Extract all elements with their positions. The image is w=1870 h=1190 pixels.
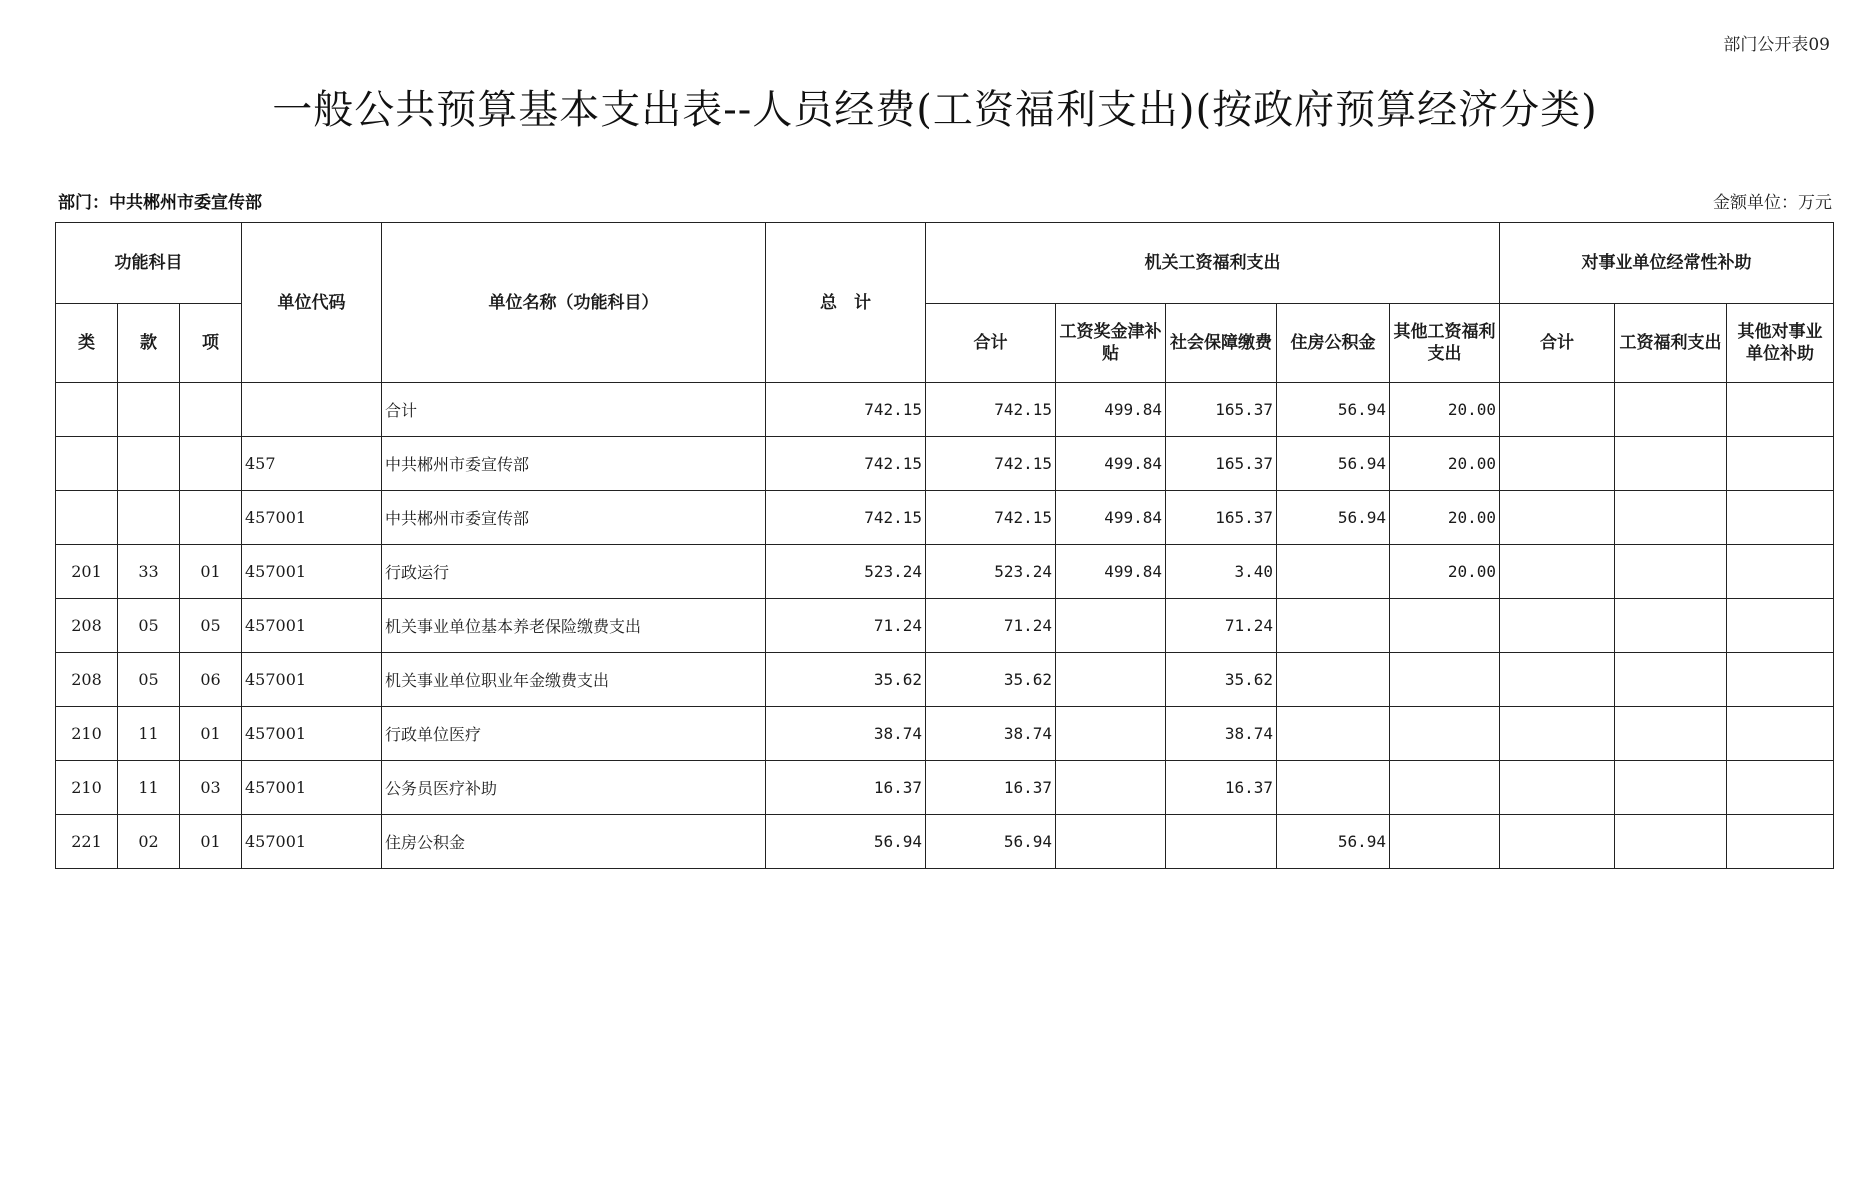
cell-org-total: 523.24	[926, 545, 1056, 599]
cell-xiang	[180, 383, 242, 437]
cell-xiang: 01	[180, 545, 242, 599]
cell-org-housing	[1277, 653, 1390, 707]
cell-unit-name: 行政运行	[382, 545, 766, 599]
cell-kuan: 33	[118, 545, 180, 599]
cell-inst-salary	[1615, 491, 1727, 545]
cell-kuan: 05	[118, 599, 180, 653]
cell-inst-total	[1500, 761, 1615, 815]
cell-org-total: 71.24	[926, 599, 1056, 653]
cell-kuan	[118, 491, 180, 545]
cell-org-total: 742.15	[926, 437, 1056, 491]
cell-org-housing	[1277, 707, 1390, 761]
table-row	[56, 815, 1834, 869]
cell-cat: 201	[56, 545, 118, 599]
cell-inst-other	[1727, 383, 1834, 437]
cell-total: 56.94	[766, 815, 926, 869]
cell-inst-total	[1500, 815, 1615, 869]
cell-org-housing	[1277, 761, 1390, 815]
header-unit-code: 单位代码	[242, 223, 382, 383]
cell-org-salary	[1056, 761, 1166, 815]
header-org-housing: 住房公积金	[1277, 304, 1390, 383]
cell-org-social: 165.37	[1166, 437, 1277, 491]
cell-inst-total	[1500, 653, 1615, 707]
cell-org-other	[1390, 815, 1500, 869]
cell-org-salary	[1056, 815, 1166, 869]
header-unit-name: 单位名称（功能科目）	[382, 223, 766, 383]
cell-unit-code: 457001	[242, 815, 382, 869]
header-inst-group: 对事业单位经常性补助	[1500, 223, 1834, 304]
cell-org-salary	[1056, 599, 1166, 653]
cell-org-social: 38.74	[1166, 707, 1277, 761]
header-org-total: 合计	[926, 304, 1056, 383]
cell-unit-name: 住房公积金	[382, 815, 766, 869]
header-inst-other: 其他对事业单位补助	[1727, 304, 1834, 383]
cell-unit-name: 机关事业单位基本养老保险缴费支出	[382, 599, 766, 653]
cell-org-salary	[1056, 653, 1166, 707]
cell-unit-code: 457001	[242, 761, 382, 815]
header-func-subject: 功能科目	[56, 223, 242, 304]
cell-unit-code: 457001	[242, 545, 382, 599]
cell-inst-salary	[1615, 815, 1727, 869]
cell-inst-salary	[1615, 653, 1727, 707]
cell-org-other: 20.00	[1390, 437, 1500, 491]
currency-unit-label: 金额单位：万元	[1713, 193, 1832, 213]
header-kuan: 款	[118, 304, 180, 383]
cell-org-social: 165.37	[1166, 383, 1277, 437]
cell-kuan	[118, 437, 180, 491]
cell-total: 71.24	[766, 599, 926, 653]
cell-org-housing	[1277, 545, 1390, 599]
cell-cat: 208	[56, 599, 118, 653]
cell-unit-code: 457001	[242, 599, 382, 653]
cell-org-housing: 56.94	[1277, 437, 1390, 491]
cell-total: 523.24	[766, 545, 926, 599]
cell-org-social: 3.40	[1166, 545, 1277, 599]
table-row	[56, 545, 1834, 599]
table-body	[56, 383, 1834, 869]
cell-inst-salary	[1615, 707, 1727, 761]
table-row	[56, 653, 1834, 707]
cell-xiang: 06	[180, 653, 242, 707]
cell-org-other	[1390, 599, 1500, 653]
cell-xiang: 01	[180, 815, 242, 869]
cell-cat	[56, 383, 118, 437]
cell-unit-name: 中共郴州市委宣传部	[382, 491, 766, 545]
cell-total: 742.15	[766, 437, 926, 491]
cell-unit-name: 行政单位医疗	[382, 707, 766, 761]
table-header	[56, 223, 1834, 383]
cell-cat: 208	[56, 653, 118, 707]
header-inst-total: 合计	[1500, 304, 1615, 383]
cell-xiang: 03	[180, 761, 242, 815]
cell-org-other	[1390, 707, 1500, 761]
cell-cat	[56, 437, 118, 491]
cell-org-salary: 499.84	[1056, 491, 1166, 545]
table-row	[56, 383, 1834, 437]
cell-inst-salary	[1615, 761, 1727, 815]
cell-org-social: 35.62	[1166, 653, 1277, 707]
table-row	[56, 437, 1834, 491]
cell-org-other	[1390, 653, 1500, 707]
cell-org-housing	[1277, 599, 1390, 653]
header-org-other: 其他工资福利支出	[1390, 304, 1500, 383]
cell-cat: 221	[56, 815, 118, 869]
cell-org-salary	[1056, 707, 1166, 761]
cell-org-other: 20.00	[1390, 491, 1500, 545]
cell-inst-other	[1727, 761, 1834, 815]
cell-unit-name: 合计	[382, 383, 766, 437]
cell-inst-total	[1500, 707, 1615, 761]
cell-inst-total	[1500, 383, 1615, 437]
cell-xiang: 05	[180, 599, 242, 653]
cell-org-other	[1390, 761, 1500, 815]
form-code: 部门公开表09	[1723, 35, 1830, 55]
cell-total: 742.15	[766, 491, 926, 545]
cell-xiang	[180, 491, 242, 545]
cell-inst-salary	[1615, 437, 1727, 491]
cell-unit-code: 457001	[242, 653, 382, 707]
cell-inst-other	[1727, 491, 1834, 545]
header-org-group: 机关工资福利支出	[926, 223, 1500, 304]
cell-org-total: 56.94	[926, 815, 1056, 869]
cell-inst-total	[1500, 491, 1615, 545]
cell-inst-salary	[1615, 383, 1727, 437]
cell-org-other: 20.00	[1390, 545, 1500, 599]
cell-inst-other	[1727, 599, 1834, 653]
cell-inst-total	[1500, 437, 1615, 491]
cell-org-salary: 499.84	[1056, 437, 1166, 491]
cell-unit-code	[242, 383, 382, 437]
cell-kuan: 11	[118, 761, 180, 815]
cell-kuan: 02	[118, 815, 180, 869]
table-row	[56, 491, 1834, 545]
cell-org-housing: 56.94	[1277, 815, 1390, 869]
cell-org-social: 71.24	[1166, 599, 1277, 653]
cell-inst-other	[1727, 653, 1834, 707]
cell-inst-other	[1727, 707, 1834, 761]
header-org-salary: 工资奖金津补贴	[1056, 304, 1166, 383]
header-total: 总 计	[766, 223, 926, 383]
cell-org-total: 742.15	[926, 383, 1056, 437]
header-org-social: 社会保障缴费	[1166, 304, 1277, 383]
cell-total: 35.62	[766, 653, 926, 707]
table-row	[56, 761, 1834, 815]
cell-unit-code: 457	[242, 437, 382, 491]
cell-org-salary: 499.84	[1056, 545, 1166, 599]
cell-xiang: 01	[180, 707, 242, 761]
cell-inst-salary	[1615, 599, 1727, 653]
budget-table	[55, 222, 1834, 869]
cell-inst-total	[1500, 599, 1615, 653]
table-row	[56, 707, 1834, 761]
cell-cat: 210	[56, 761, 118, 815]
cell-org-social: 165.37	[1166, 491, 1277, 545]
cell-inst-other	[1727, 815, 1834, 869]
department-label: 部门：中共郴州市委宣传部	[58, 193, 262, 213]
cell-kuan	[118, 383, 180, 437]
cell-xiang	[180, 437, 242, 491]
cell-kuan: 05	[118, 653, 180, 707]
table-row	[56, 599, 1834, 653]
cell-org-social	[1166, 815, 1277, 869]
cell-total: 16.37	[766, 761, 926, 815]
cell-org-housing: 56.94	[1277, 491, 1390, 545]
cell-org-social: 16.37	[1166, 761, 1277, 815]
cell-org-total: 742.15	[926, 491, 1056, 545]
cell-cat: 210	[56, 707, 118, 761]
cell-inst-other	[1727, 545, 1834, 599]
cell-inst-salary	[1615, 545, 1727, 599]
cell-org-total: 16.37	[926, 761, 1056, 815]
page-title: 一般公共预算基本支出表--人员经费(工资福利支出)(按政府预算经济分类)	[272, 87, 1598, 133]
cell-org-total: 35.62	[926, 653, 1056, 707]
cell-org-salary: 499.84	[1056, 383, 1166, 437]
cell-unit-name: 机关事业单位职业年金缴费支出	[382, 653, 766, 707]
cell-unit-name: 公务员医疗补助	[382, 761, 766, 815]
cell-inst-total	[1500, 545, 1615, 599]
header-cat: 类	[56, 304, 118, 383]
header-xiang: 项	[180, 304, 242, 383]
cell-inst-other	[1727, 437, 1834, 491]
cell-kuan: 11	[118, 707, 180, 761]
cell-unit-name: 中共郴州市委宣传部	[382, 437, 766, 491]
header-inst-salary: 工资福利支出	[1615, 304, 1727, 383]
cell-cat	[56, 491, 118, 545]
cell-org-other: 20.00	[1390, 383, 1500, 437]
cell-org-housing: 56.94	[1277, 383, 1390, 437]
cell-org-total: 38.74	[926, 707, 1056, 761]
cell-unit-code: 457001	[242, 707, 382, 761]
cell-total: 38.74	[766, 707, 926, 761]
cell-unit-code: 457001	[242, 491, 382, 545]
cell-total: 742.15	[766, 383, 926, 437]
